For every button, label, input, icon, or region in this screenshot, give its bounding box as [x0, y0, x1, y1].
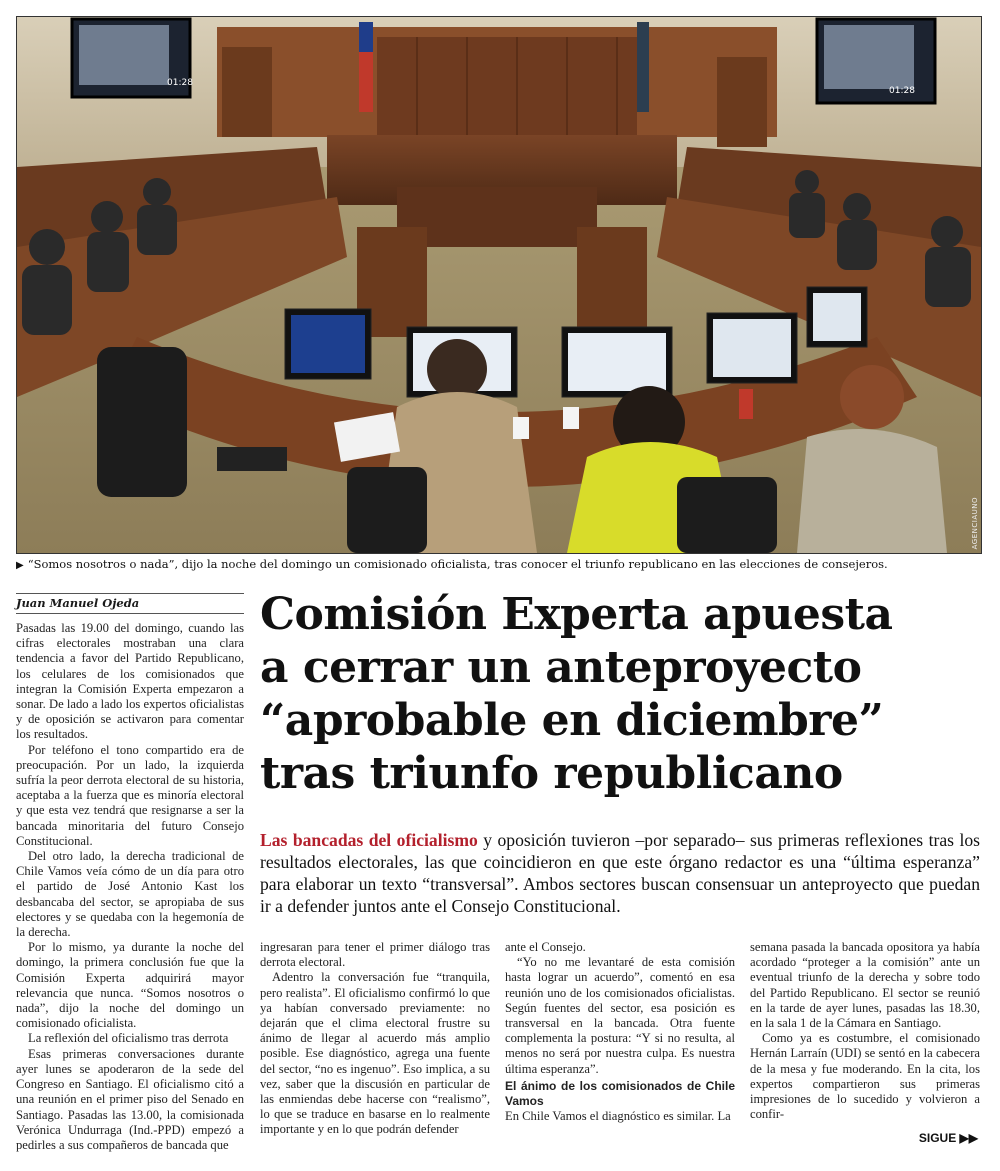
paragraph: Esas primeras conversaciones durante ayer lunes se apoderaron de la sede del Congreso en Santiago. El oficialismo citó a una reunión en el primer piso del Senado en Santiago. Pasadas las 13.00, la comisionada Verónica Undurraga (Ind.-PPD) empezó a pedirles a sus compañeros de bancada que: [16, 1046, 244, 1152]
paragraph: ante el Consejo.: [505, 940, 586, 954]
continue-marker: SIGUE ▶▶: [918, 1131, 978, 1145]
lead-photo: [16, 16, 982, 554]
paragraph: Por lo mismo, ya durante la noche del domingo, la primera conclusión fue que la Comisión Experta adquirirá mayor relevancia que nunca. “Somos nosotros o nada”, dijo la noche del domingo un comisionado oficialista.: [16, 940, 244, 1031]
author-byline: Juan Manuel Ojeda: [16, 593, 244, 614]
photo-credit: AGENCIAUNO: [971, 496, 979, 549]
paragraph: Por teléfono el tono compartido era de preocupación. Por un lado, la izquierda sufría la peor derrota electoral de su historia, aceptaba a la fuerza que es minoría electoral y que esta vez tendrá que resignarse a ser la bancada minoritaria del futuro Consejo Constitucional.: [16, 742, 244, 848]
paragraph: Pasadas las 19.00 del domingo, cuando las cifras electorales mostraban una clara tendencia a favor del Partido Republicano, los celulares de los comisionados que integran la Comisión Experta empezaron a sonar. De lado a lado los expertos oficialistas y de oposición se activaron para comentar los resultados.: [16, 621, 244, 742]
paragraph: Adentro la conversación fue “tranquila, pero realista”. El oficialismo confirmó lo que ya habían conversado previamente: no dejarán que el clima electoral frustre su ánimo de llegar al acuerdo más amplio posible. Ese diagnóstico, agrega una fuente del sector, “no es ingenuo”. Eso implica, a su vez, saber que la discusión en particular de las enmiendas debe hacerse con “realismo”, lo que se traduce en basarse en lo realmente importante y en lo que podrán defender: [260, 970, 490, 1137]
lede: [260, 829, 980, 917]
screen-right-time: 01:28: [889, 86, 915, 96]
headline-line: tras triunfo republicano: [260, 748, 843, 799]
article-column-1: [16, 621, 244, 1153]
caption-triangle-icon: ▶: [16, 560, 24, 571]
headline-line: “aprobable en diciembre”: [260, 695, 884, 746]
screen-left-time: 01:28: [167, 78, 193, 88]
paragraph: Del otro lado, la derecha tradicional de Chile Vamos veía cómo de un día para otro el partido de José Antonio Kast los desbancaba del sector, se apropiaba de sus electores y se quedaba con la hegemonía de la derecha.: [16, 849, 244, 940]
lede-kicker: Las bancadas del oficialismo: [260, 830, 478, 850]
subheading: El ánimo de los comisionados de Chile Vamos: [505, 1078, 735, 1109]
chamber-illustration: [17, 17, 981, 553]
paragraph: semana pasada la bancada opositora ya había acordado “proteger a la comisión” ante un eventual triunfo de la derecha y sobre todo del Partido Republicano. El sector se reunió en la tarde de ayer lunes, pasadas las 18.30, en la sala 1 de la Cámara en Santiago.: [750, 940, 980, 1031]
screen-right: [817, 19, 935, 103]
paragraph: “Yo no me levantaré de esta comisión hasta lograr un acuerdo”, comentó en esa reunión uno de los comisionados oficialistas. Según fuentes del sector, esa posición es transversal en la bancada. Otra fuente complementa la postura: “Y si no resulta, al menos no será por nuestra culpa. Es nuestra última esperanza”.: [505, 955, 735, 1076]
screen-left: [72, 19, 193, 97]
headline: [260, 588, 980, 800]
lede-text: y oposición tuvieron –por separado– sus primeras reflexiones tras los resultados electorales, las que coincidieron en que este órgano redactor es una “última esperanza” para elaborar un texto “transversal”. Ambos sectores buscan consensuar un anteproyecto que puedan ir a defender juntos ante el Consejo Constitucional.: [260, 830, 980, 916]
paragraph: En Chile Vamos el diagnóstico es similar. La: [505, 1109, 731, 1124]
headline-line: a cerrar un anteproyecto: [260, 642, 862, 693]
subheading: La reflexión del oficialismo tras derrota: [28, 1031, 229, 1046]
photo-caption: [16, 557, 980, 571]
headline-line: Comisión Experta apuesta: [260, 589, 893, 640]
caption-text: “Somos nosotros o nada”, dijo la noche del domingo un comisionado oficialista, tras conocer el triunfo republicano en las elecciones de consejeros.: [27, 557, 888, 571]
article-column-2: [260, 940, 490, 1138]
paragraph: Como ya es costumbre, el comisionado Hernán Larraín (UDI) se sentó en la cabecera de la mesa y fue moderando. En la cita, los expertos compartieron sus primeras impresiones de lo sucedido y volvieron a confir-: [750, 1031, 980, 1122]
article-column-4: [750, 940, 980, 1122]
article-column-3: [505, 940, 735, 1124]
paragraph: ingresaran para tener el primer diálogo tras derrota electoral.: [260, 940, 490, 970]
